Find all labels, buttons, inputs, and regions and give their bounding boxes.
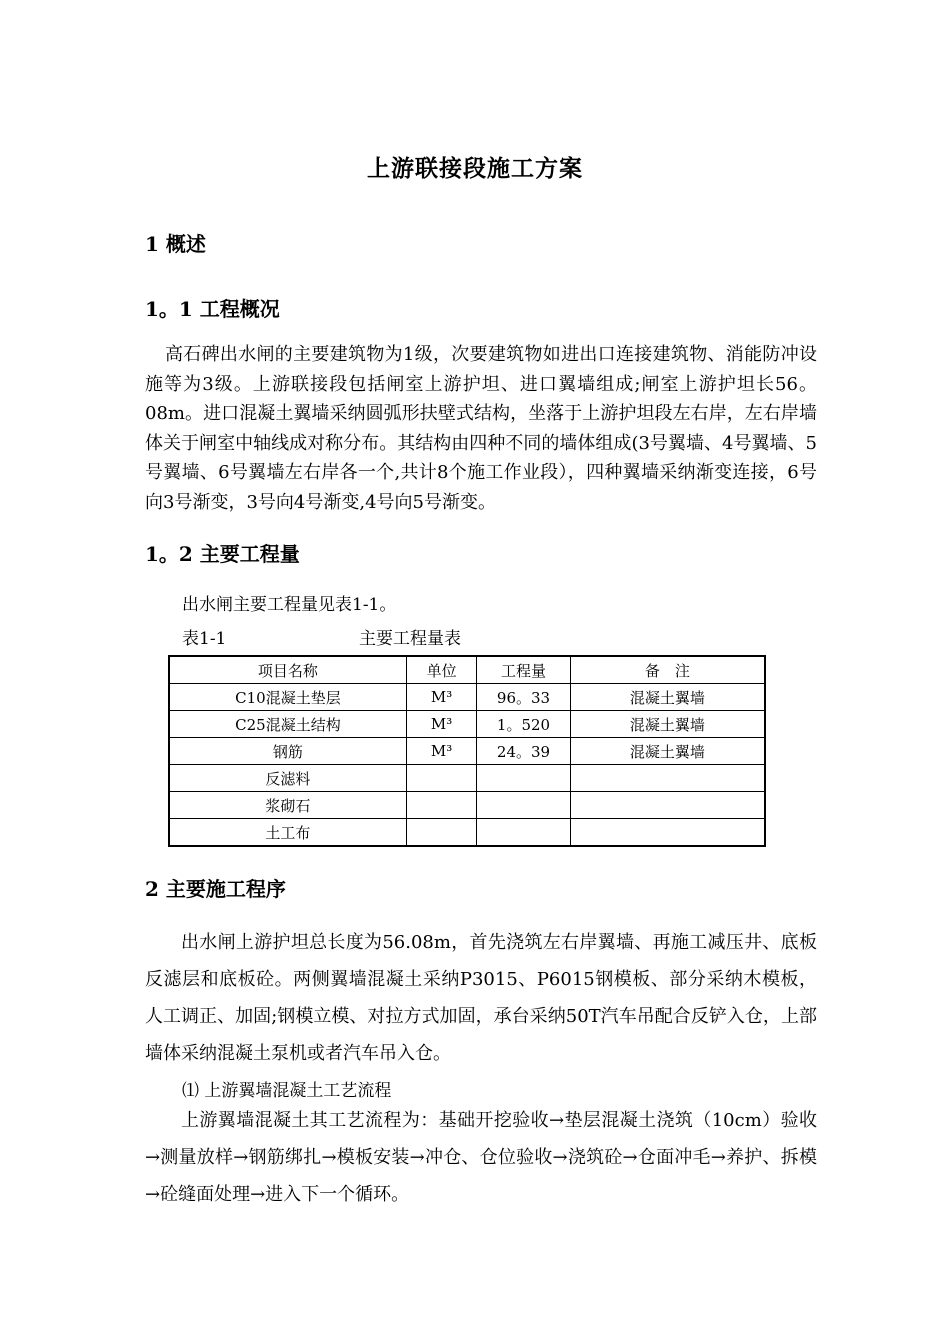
table-cell: 24。39 [477, 738, 570, 765]
header-cell: 备 注 [570, 656, 765, 684]
table-cell: M³ [406, 711, 476, 738]
table-row [169, 684, 765, 711]
table-title: 主要工程量表 [359, 629, 461, 649]
page-title: 上游联接段施工方案 [367, 155, 583, 182]
table-cell: 土工布 [169, 819, 406, 847]
table-row [169, 738, 765, 765]
table-cell: M³ [406, 684, 476, 711]
table-cell [477, 792, 570, 819]
table-cell: C25混凝土结构 [169, 711, 406, 738]
procedure-paragraph: 出水闸上游护坦总长度为56.08m，首先浇筑左右岸翼墙、再施工减压井、底板反滤层和底板砼。两侧翼墙混凝土采纳P3015、P6015钢模板、部分采纳木模板，人工调正、加固;钢模立模、对拉方式加固，承台采纳50T汽车吊配合反铲入仓，上部墙体采纳混凝土泵机或者汽车吊入仓。 [145, 932, 817, 1064]
process-item-label: ⑴ 上游翼墙混凝土工艺流程 [182, 1081, 392, 1101]
section-1-heading: 1 概述 [145, 232, 206, 256]
table-cell: 1。520 [477, 711, 570, 738]
table-cell: 浆砌石 [169, 792, 406, 819]
table-cell [570, 765, 765, 792]
table-cell [570, 819, 765, 847]
table-cell: 钢筋 [169, 738, 406, 765]
header-cell: 单位 [406, 656, 476, 684]
table-row [169, 765, 765, 792]
table-cell: 混凝土翼墙 [570, 738, 765, 765]
header-cell: 工程量 [477, 656, 570, 684]
table-intro: 出水闸主要工程量见表1-1。 [182, 595, 397, 615]
table-cell [477, 819, 570, 847]
table-cell [477, 765, 570, 792]
table-row [169, 819, 765, 847]
table-cell [406, 792, 476, 819]
process-paragraph: 上游翼墙混凝土其工艺流程为：基础开挖验收→垫层混凝土浇筑（10cm）验收→测量放样→钢筋绑扎→模板安装→冲仓、仓位验收→浇筑砼→仓面冲毛→养护、拆模→砼缝面处理→进入下一个循环。 [145, 1110, 817, 1205]
table-cell: 混凝土翼墙 [570, 711, 765, 738]
table-cell: M³ [406, 738, 476, 765]
table-cell: 96。33 [477, 684, 570, 711]
table-cell [406, 765, 476, 792]
table-cell: 混凝土翼墙 [570, 684, 765, 711]
table-header-row [169, 656, 765, 684]
table-cell [406, 819, 476, 847]
section-2-heading: 2 主要施工程序 [145, 877, 286, 901]
section-1-2-heading: 1。2 主要工程量 [145, 542, 300, 566]
table-label: 表1-1 [182, 629, 227, 649]
section-1-1-heading: 1。1 工程概况 [145, 297, 280, 321]
table-cell: C10混凝土垫层 [169, 684, 406, 711]
overview-paragraph: 高石碑出水闸的主要建筑物为1级，次要建筑物如进出口连接建筑物、消能防冲设施等为3级。上游联接段包括闸室上游护坦、进口翼墙组成;闸室上游护坦长56。08m。进口混凝土翼墙采纳圆弧形扶壁式结构，坐落于上游护坦段左右岸，左右岸墙体关于闸室中轴线成对称分布。其结构由四种不同的墙体组成(3号翼墙、4号翼墙、5号翼墙、6号翼墙左右岸各一个,共计8个施工作业段），四种翼墙采纳渐变连接，6号向3号渐变，3号向4号渐变,4号向5号渐变。 [145, 344, 817, 513]
header-cell: 项目名称 [169, 656, 406, 684]
table-cell: 反滤料 [169, 765, 406, 792]
table-row [169, 711, 765, 738]
quantities-table [168, 655, 766, 847]
table-row [169, 792, 765, 819]
table-cell [570, 792, 765, 819]
